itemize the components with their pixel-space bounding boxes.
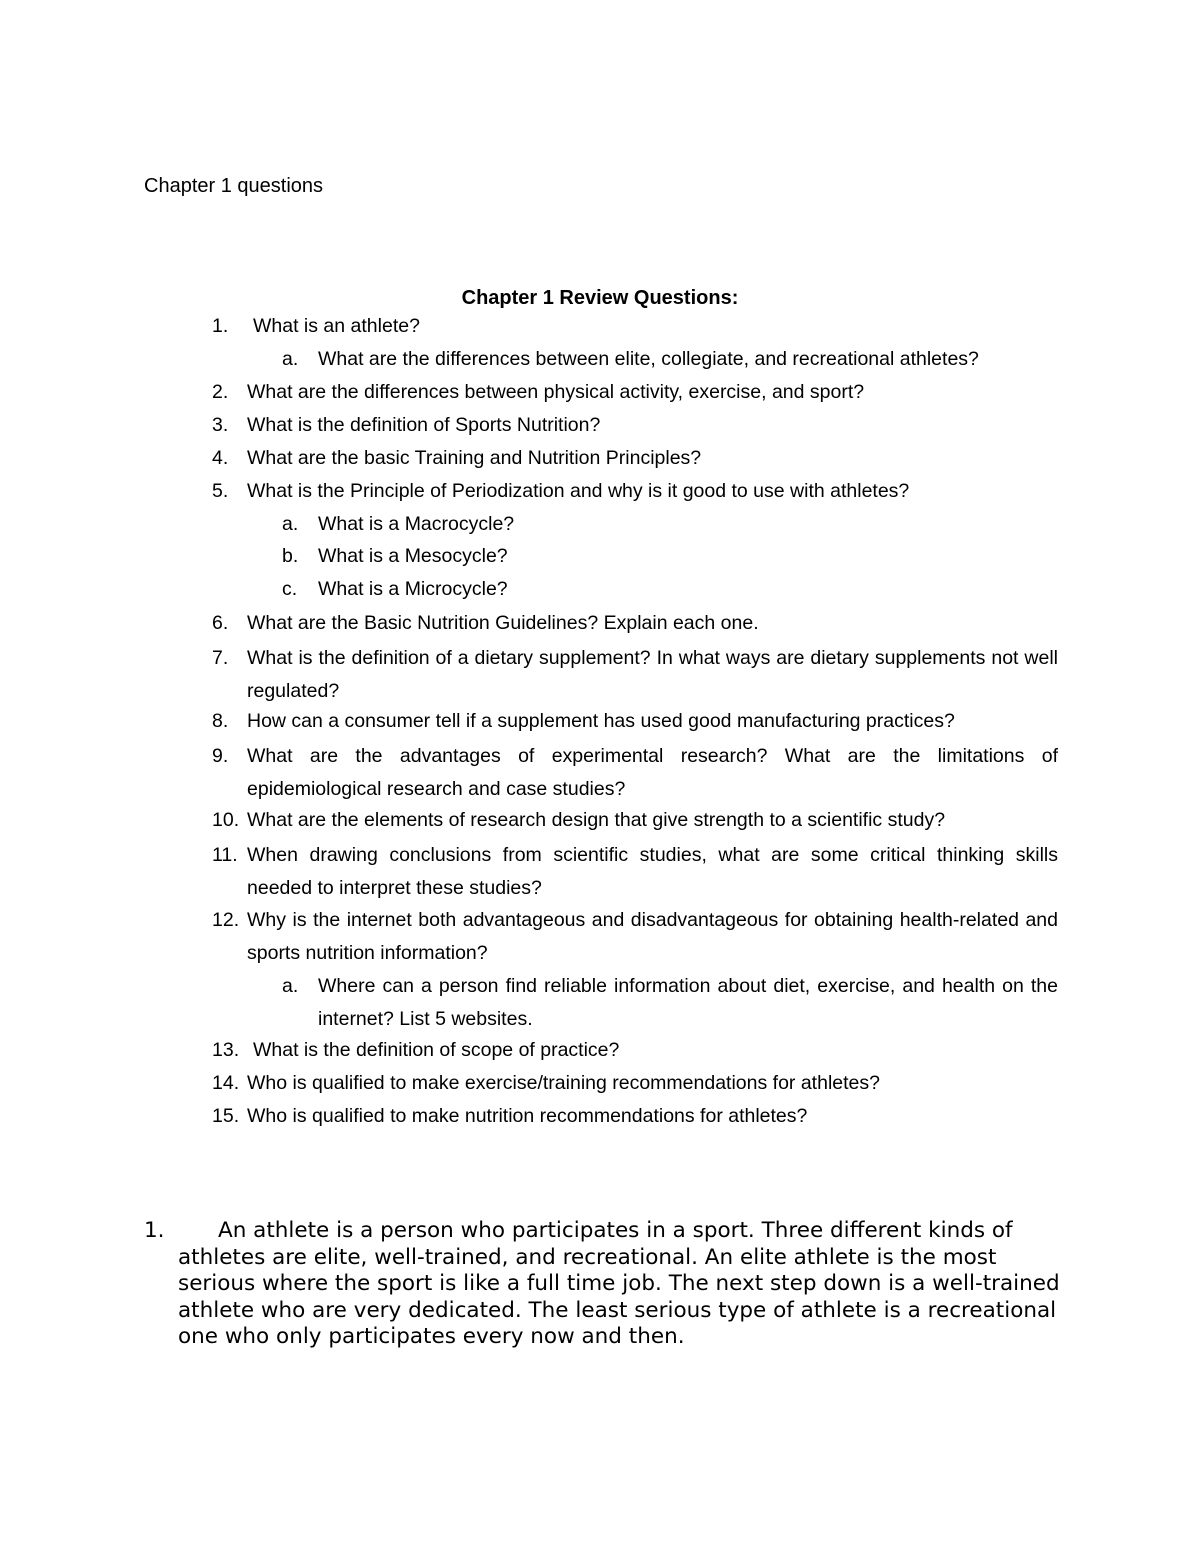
question-number: 8. (212, 710, 229, 732)
question-item (212, 411, 1058, 439)
question-text: What are the advantages of experimental research? What are the limitations of epidemiological research and case studies? (247, 745, 1058, 800)
sub-question-text: What is a Macrocycle? (318, 513, 515, 535)
question-text: What is an athlete? (253, 315, 420, 337)
question-number: 10. (212, 809, 240, 831)
sub-question-letter: c. (282, 578, 298, 600)
question-item (212, 609, 1058, 637)
question-item (212, 642, 1058, 708)
sub-question-text: What is a Microcycle? (318, 578, 508, 600)
sub-question-item (282, 510, 1058, 538)
question-item (212, 740, 1058, 806)
answer-number: 1. (144, 1218, 165, 1243)
question-number: 15. (212, 1105, 240, 1127)
question-number: 6. (212, 612, 229, 634)
sub-question-item (282, 542, 1058, 570)
question-text: What is the definition of scope of practice? (253, 1039, 620, 1061)
question-item (212, 904, 1058, 970)
sub-question-text: What are the differences between elite, collegiate, and recreational athletes? (318, 348, 979, 370)
question-text: What are the Basic Nutrition Guidelines? Explain each one. (247, 612, 759, 634)
question-text: How can a consumer tell if a supplement has used good manufacturing practices? (247, 710, 955, 732)
question-item (212, 839, 1058, 905)
question-text: When drawing conclusions from scientific studies, what are some critical thinking skills needed to interpret these studies? (247, 844, 1058, 899)
question-number: 4. (212, 447, 229, 469)
sub-question-item (282, 575, 1058, 603)
question-number: 13. (212, 1039, 240, 1061)
sub-question-letter: a. (282, 513, 299, 535)
sub-question-letter: a. (282, 975, 299, 997)
answer-body: An athlete is a person who participates in a sport. Three different kinds of athletes are elite, well-trained, and recreational. An elite athlete is the most serious where the sport is like a full time job. The next step down is a well-trained athlete who are very dedicated. The least serious type of athlete is a recreational one who only participates every now and then. (178, 1218, 1060, 1349)
question-item (212, 806, 1058, 834)
question-item (212, 1069, 1058, 1097)
sub-question-text: Where can a person find reliable information about diet, exercise, and health on the internet? List 5 websites. (318, 975, 1058, 1030)
sub-question-item (282, 970, 1058, 1036)
question-item (212, 1036, 1058, 1064)
question-text: What are the differences between physical activity, exercise, and sport? (247, 381, 865, 403)
question-text: Why is the internet both advantageous and disadvantageous for obtaining health-related and sports nutrition information? (247, 909, 1058, 964)
document-title: Chapter 1 questions (144, 175, 324, 197)
question-item (212, 312, 1058, 340)
question-number: 3. (212, 414, 229, 436)
question-text: Who is qualified to make exercise/training recommendations for athletes? (247, 1072, 880, 1094)
question-text: What are the basic Training and Nutrition Principles? (247, 447, 702, 469)
question-item (212, 707, 1058, 735)
question-text: What is the definition of a dietary supplement? In what ways are dietary supplements not well regulated? (247, 647, 1058, 702)
question-number: 2. (212, 381, 229, 403)
question-text: What are the elements of research design that give strength to a scientific study? (247, 809, 946, 831)
sub-question-letter: a. (282, 348, 299, 370)
question-number: 14. (212, 1072, 240, 1094)
sub-question-letter: b. (282, 545, 299, 567)
question-item (212, 444, 1058, 472)
question-text: What is the Principle of Periodization and why is it good to use with athletes? (247, 480, 910, 502)
question-number: 12. (212, 909, 240, 931)
answer-text (144, 1218, 1064, 1351)
question-number: 9. (212, 745, 229, 767)
sub-question-text: What is a Mesocycle? (318, 545, 508, 567)
answer-item (144, 1218, 1064, 1351)
question-number: 1. (212, 315, 229, 337)
sub-question-item (282, 345, 1058, 373)
question-number: 5. (212, 480, 229, 502)
question-number: 7. (212, 647, 229, 669)
question-text: Who is qualified to make nutrition recommendations for athletes? (247, 1105, 808, 1127)
question-text: What is the definition of Sports Nutrition? (247, 414, 601, 436)
question-number: 11. (212, 844, 238, 866)
question-item (212, 378, 1058, 406)
question-item (212, 477, 1058, 505)
question-item (212, 1102, 1058, 1130)
review-questions-heading: Chapter 1 Review Questions: (461, 287, 739, 309)
